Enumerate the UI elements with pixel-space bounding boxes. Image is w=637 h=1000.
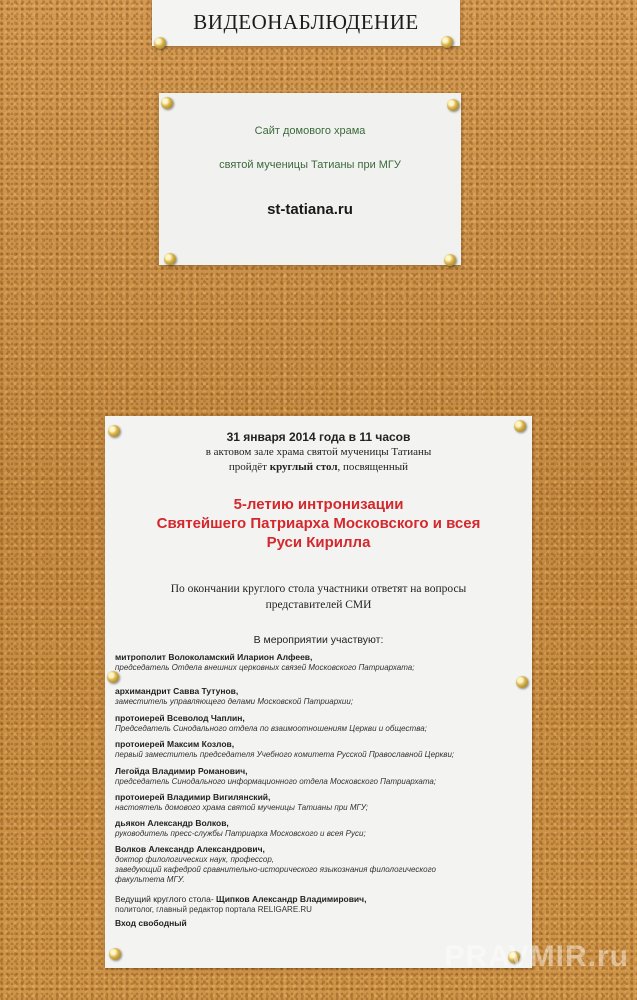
pushpin <box>161 97 173 109</box>
participant-name: протоиерей Владимир Вигилянский, <box>115 792 271 802</box>
participant-desc: председатель Отдела внешних церковных связей Московского Патриархата; <box>115 663 415 672</box>
participant-name: архимандрит Савва Тутунов, <box>115 686 239 696</box>
website-notice-line1: Сайт домового храма <box>254 125 366 137</box>
pushpin <box>109 948 121 960</box>
website-url: st-tatiana.ru <box>267 201 353 218</box>
participants-title: В мероприятии участвуют: <box>253 634 384 646</box>
host-prefix: Ведущий круглого стола- <box>115 894 217 904</box>
event-announcement <box>105 416 532 968</box>
event-headline-2: Святейшего Патриарха Московского и всея <box>156 515 481 532</box>
participant-item <box>115 844 524 885</box>
roundtable-prefix: пройдёт <box>228 461 270 473</box>
host-line <box>115 894 524 905</box>
participant-desc: заместитель управляющего делами Московской Патриархии; <box>115 697 354 706</box>
participant-desc: руководитель пресс-службы Патриарха Московского и всея Руси; <box>115 829 366 838</box>
pushpin <box>164 253 176 265</box>
event-date: 31 января 2014 года в 11 часов <box>226 430 411 444</box>
host-desc: политолог, главный редактор портала RELIGARE.RU <box>115 905 312 914</box>
event-roundtable-line <box>105 461 532 473</box>
event-headline-3: Руси Кирилла <box>266 534 371 551</box>
participant-desc: настоятель домового храма святой мученицы Татианы при МГУ; <box>115 803 369 812</box>
event-headline-1: 5-летию интронизации <box>233 496 404 513</box>
pushpin <box>441 36 453 48</box>
participant-desc: факультета МГУ. <box>115 875 185 884</box>
participant-desc: Председатель Синодального отдела по взаимоотношениям Церкви и общества; <box>115 724 427 733</box>
participant-name: Волков Александр Александрович, <box>115 844 265 854</box>
event-location: в актовом зале храма святой мученицы Татианы <box>205 446 432 458</box>
pushpin <box>444 254 456 266</box>
entry-text: Вход свободный <box>115 918 187 928</box>
pushpin <box>154 37 166 49</box>
participant-name: митрополит Волоколамский Иларион Алфеев, <box>115 652 313 662</box>
website-notice <box>159 93 461 265</box>
pushpin <box>516 676 528 688</box>
participant-desc: доктор филологических наук, профессор, <box>115 855 275 864</box>
entry-note <box>115 918 524 929</box>
video-surveillance-sign <box>152 0 460 46</box>
participant-desc: председатель Синодального информационного отдела Московского Патриархата; <box>115 777 437 786</box>
event-after-line-1: По окончании круглого стола участники ответят на вопросы <box>170 583 467 595</box>
website-notice-line2: святой мученицы Татианы при МГУ <box>219 159 401 171</box>
participant-item <box>115 686 524 707</box>
pushpin <box>447 99 459 111</box>
participant-item <box>115 739 524 760</box>
roundtable-bold: круглый стол <box>269 461 338 473</box>
participant-name: протоиерей Максим Козлов, <box>115 739 235 749</box>
watermark: PRAVMIR.ru <box>444 940 629 973</box>
participant-name: протоиерей Всеволод Чаплин, <box>115 713 245 723</box>
participant-name: Легойда Владимир Романович, <box>115 766 248 776</box>
host-name: Щипков Александр Владимирович, <box>216 894 367 904</box>
participant-desc: первый заместитель председателя Учебного комитета Русской Православной Церкви; <box>115 750 455 759</box>
pushpin <box>108 425 120 437</box>
participant-desc: заведующий кафедрой сравнительно-исторического языкознания филологического <box>115 865 436 874</box>
participant-item <box>115 713 524 734</box>
pushpin <box>514 420 526 432</box>
host-item <box>115 894 524 915</box>
participant-name: дьякон Александр Волков, <box>115 818 229 828</box>
participant-item <box>115 818 524 839</box>
participant-item <box>115 652 524 673</box>
video-surveillance-title: ВИДЕОНАБЛЮДЕНИЕ <box>193 10 419 34</box>
participant-item <box>115 766 524 787</box>
roundtable-suffix: , посвященный <box>337 461 409 473</box>
participant-item <box>115 792 524 813</box>
event-after-line-2: представителей СМИ <box>265 599 372 611</box>
pushpin <box>107 671 119 683</box>
